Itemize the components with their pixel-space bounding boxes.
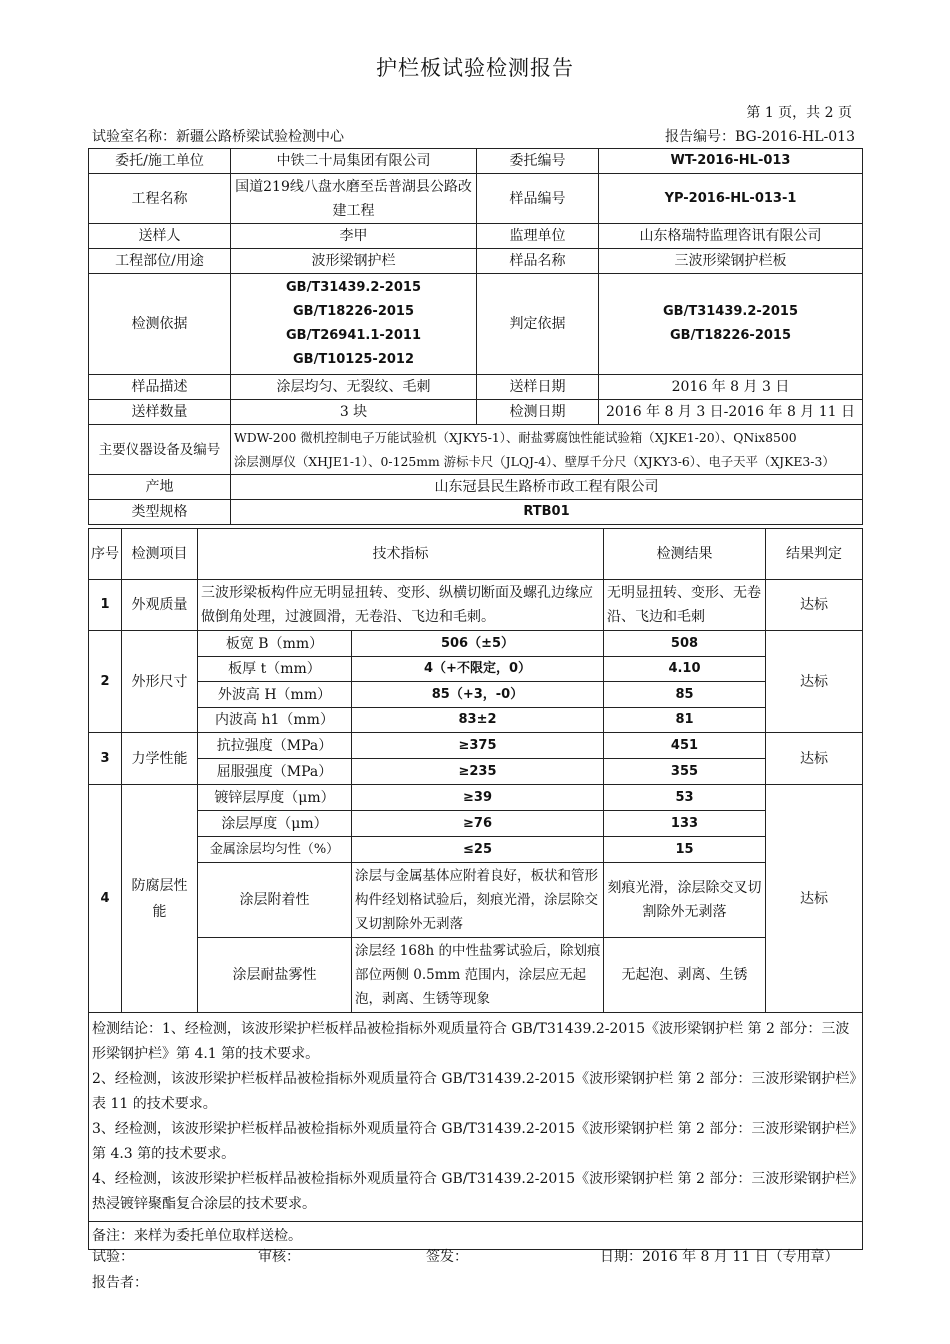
row4-sub-index: 涂层经 168h 的中性盐雾试验后，除划痕部位两侧 0.5mm 范围内，涂层应无起泡，剥离、生锈等现象 xyxy=(352,938,604,1013)
row2-sub-result: 85 xyxy=(604,682,766,708)
judge-value xyxy=(599,274,863,375)
judge-label: 判定依据 xyxy=(477,274,599,375)
row1-result: 无明显扭转、变形、无卷沿、飞边和毛刺 xyxy=(604,580,766,631)
row2-item: 外形尺寸 xyxy=(122,631,198,733)
row3-sub-result: 355 xyxy=(604,759,766,785)
row4-sub-name: 镀锌层厚度（μm） xyxy=(198,785,352,811)
row4-sub-name: 涂层附着性 xyxy=(198,863,352,938)
row1-judge: 达标 xyxy=(766,580,863,631)
row2-sub-result: 508 xyxy=(604,631,766,657)
row4-sub-index: 涂层与金属基体应附着良好，板状和管形构件经划格试验后，刻痕光滑，涂层除交叉切割除外无剥落 xyxy=(352,863,604,938)
send-date-label: 送样日期 xyxy=(477,375,599,400)
basis-standard: GB/T31439.2-2015 xyxy=(286,280,421,295)
conclusion-item: 检测结论：1、经检测，该波形梁护栏板样品被检指标外观质量符合 GB/T31439.2-2015《波形梁钢护栏 第 2 部分：三波形梁钢护栏》第 4.1 第的技术要求。 xyxy=(92,1021,850,1062)
project-label: 工程名称 xyxy=(89,174,231,224)
row4-item xyxy=(122,785,198,1013)
send-date-value: 2016 年 8 月 3 日 xyxy=(599,375,863,400)
row2-sub-name: 板宽 B（mm） xyxy=(198,631,352,657)
footer-sign: 签发： xyxy=(426,1249,468,1265)
test-date-value: 2016 年 8 月 3 日-2016 年 8 月 11 日 xyxy=(599,400,863,425)
origin-value: 山东冠县民生路桥市政工程有限公司 xyxy=(231,475,863,500)
row4-sub-index: ≥76 xyxy=(352,811,604,837)
entrust-no-value: WT-2016-HL-013 xyxy=(599,149,863,174)
client-value: 中铁二十局集团有限公司 xyxy=(231,149,477,174)
equip-value xyxy=(231,425,863,475)
row2-sub-result: 4.10 xyxy=(604,657,766,682)
row2-sub-index: 4（+不限定，0） xyxy=(352,657,604,682)
row1-seq: 1 xyxy=(89,580,122,631)
row2-judge: 达标 xyxy=(766,631,863,733)
row4-sub-name: 涂层厚度（μm） xyxy=(198,811,352,837)
part-value: 波形梁钢护栏 xyxy=(231,249,477,274)
row4-sub-result: 15 xyxy=(604,837,766,863)
client-label: 委托/施工单位 xyxy=(89,149,231,174)
row4-sub-result: 刻痕光滑，涂层除交叉切割除外无剥落 xyxy=(604,863,766,938)
desc-value: 涂层均匀、无裂纹、毛刺 xyxy=(231,375,477,400)
qty-value: 3 块 xyxy=(231,400,477,425)
row3-item: 力学性能 xyxy=(122,733,198,785)
spec-value: RTB01 xyxy=(231,500,863,525)
desc-label: 样品描述 xyxy=(89,375,231,400)
row4-sub-result: 无起泡、剥离、生锈 xyxy=(604,938,766,1013)
page-number: 第 1 页，共 2 页 xyxy=(746,105,852,121)
basis-standard: GB/T10125-2012 xyxy=(293,352,414,367)
conclusion-item: 4、经检测，该波形梁护栏板样品被检指标外观质量符合 GB/T31439.2-2015《波形梁钢护栏 第 2 部分：三波形梁钢护栏》热浸镀锌聚酯复合涂层的技术要求。 xyxy=(92,1171,857,1212)
supervisor-value: 山东格瑞特监理咨讯有限公司 xyxy=(599,224,863,249)
part-label: 工程部位/用途 xyxy=(89,249,231,274)
entrust-no-label: 委托编号 xyxy=(477,149,599,174)
row4-sub-index: ≥39 xyxy=(352,785,604,811)
row3-sub-index: ≥375 xyxy=(352,733,604,759)
judge-standard: GB/T31439.2-2015 xyxy=(663,304,798,319)
row4-seq: 4 xyxy=(89,785,122,1013)
test-date-label: 检测日期 xyxy=(477,400,599,425)
conclusion xyxy=(89,1013,863,1222)
row3-sub-index: ≥235 xyxy=(352,759,604,785)
sample-name-value: 三波形梁钢护栏板 xyxy=(599,249,863,274)
row4-sub-name: 涂层耐盐雾性 xyxy=(198,938,352,1013)
sample-no-label: 样品编号 xyxy=(477,174,599,224)
lab-name: 试验室名称：新疆公路桥梁试验检测中心 xyxy=(92,129,344,145)
row2-sub-result: 81 xyxy=(604,708,766,733)
row1-item: 外观质量 xyxy=(122,580,198,631)
remark: 备注：来样为委托单位取样送检。 xyxy=(89,1222,863,1250)
row3-sub-result: 451 xyxy=(604,733,766,759)
row3-sub-name: 抗拉强度（MPa） xyxy=(198,733,352,759)
footer-date: 日期：2016 年 8 月 11 日（专用章） xyxy=(600,1249,839,1265)
row3-seq: 3 xyxy=(89,733,122,785)
row2-sub-index: 506（±5） xyxy=(352,631,604,657)
sample-name-label: 样品名称 xyxy=(477,249,599,274)
origin-label: 产地 xyxy=(89,475,231,500)
sample-no-value: YP-2016-HL-013-1 xyxy=(599,174,863,224)
header-seq: 序号 xyxy=(89,529,122,580)
row3-judge: 达标 xyxy=(766,733,863,785)
row2-sub-name: 内波高 h1（mm） xyxy=(198,708,352,733)
row2-sub-index: 85（+3，-0） xyxy=(352,682,604,708)
row2-sub-name: 外波高 H（mm） xyxy=(198,682,352,708)
row4-judge: 达标 xyxy=(766,785,863,1013)
equip-line: 涂层测厚仪（XHJE1-1）、0-125mm 游标卡尺（JLQJ-4）、壁厚千分尺（XJKY3-6）、电子天平（XJKE3-3） xyxy=(234,453,835,469)
supervisor-label: 监理单位 xyxy=(477,224,599,249)
row4-item-text: 防腐层性能 xyxy=(131,877,188,920)
info-table xyxy=(88,148,863,525)
row4-sub-result: 133 xyxy=(604,811,766,837)
row1-index: 三波形梁板构件应无明显扭转、变形、纵横切断面及螺孔边缘应做倒角处理，过渡圆滑，无卷沿、飞边和毛刺。 xyxy=(198,580,604,631)
header-index: 技术指标 xyxy=(198,529,604,580)
row4-sub-index: ≤25 xyxy=(352,837,604,863)
footer-review: 审核： xyxy=(258,1249,300,1265)
sender-value: 李甲 xyxy=(231,224,477,249)
conclusion-item: 2、经检测，该波形梁护栏板样品被检指标外观质量符合 GB/T31439.2-2015《波形梁钢护栏 第 2 部分：三波形梁钢护栏》表 11 的技术要求。 xyxy=(92,1071,857,1112)
row4-sub-name: 金属涂层均匀性（%） xyxy=(198,837,352,863)
page-title: 护栏板试验检测报告 xyxy=(376,56,574,80)
header-item: 检测项目 xyxy=(122,529,198,580)
footer-reporter: 报告者： xyxy=(92,1275,148,1291)
spec-label: 类型规格 xyxy=(89,500,231,525)
basis-standard: GB/T26941.1-2011 xyxy=(286,328,421,343)
judge-standard: GB/T18226-2015 xyxy=(670,328,791,343)
row4-sub-result: 53 xyxy=(604,785,766,811)
row2-sub-index: 83±2 xyxy=(352,708,604,733)
sender-label: 送样人 xyxy=(89,224,231,249)
project-value: 国道219线八盘水磨至岳普湖县公路改建工程 xyxy=(231,174,477,224)
report-number: 报告编号：BG-2016-HL-013 xyxy=(664,129,855,145)
header-result: 检测结果 xyxy=(604,529,766,580)
equip-line: WDW-200 微机控制电子万能试验机（XJKY5-1）、耐盐雾腐蚀性能试验箱（XJKE1-20）、QNix8500 xyxy=(234,429,797,445)
basis-value xyxy=(231,274,477,375)
header-judge: 结果判定 xyxy=(766,529,863,580)
row2-seq: 2 xyxy=(89,631,122,733)
results-table xyxy=(88,528,863,1250)
conclusion-item: 3、经检测，该波形梁护栏板样品被检指标外观质量符合 GB/T31439.2-2015《波形梁钢护栏 第 2 部分：三波形梁钢护栏》第 4.3 第的技术要求。 xyxy=(92,1121,857,1162)
row3-sub-name: 屈服强度（MPa） xyxy=(198,759,352,785)
basis-label: 检测依据 xyxy=(89,274,231,375)
qty-label: 送样数量 xyxy=(89,400,231,425)
equip-label: 主要仪器设备及编号 xyxy=(89,425,231,475)
basis-standard: GB/T18226-2015 xyxy=(293,304,414,319)
row2-sub-name: 板厚 t（mm） xyxy=(198,657,352,682)
footer-test: 试验： xyxy=(92,1249,134,1265)
